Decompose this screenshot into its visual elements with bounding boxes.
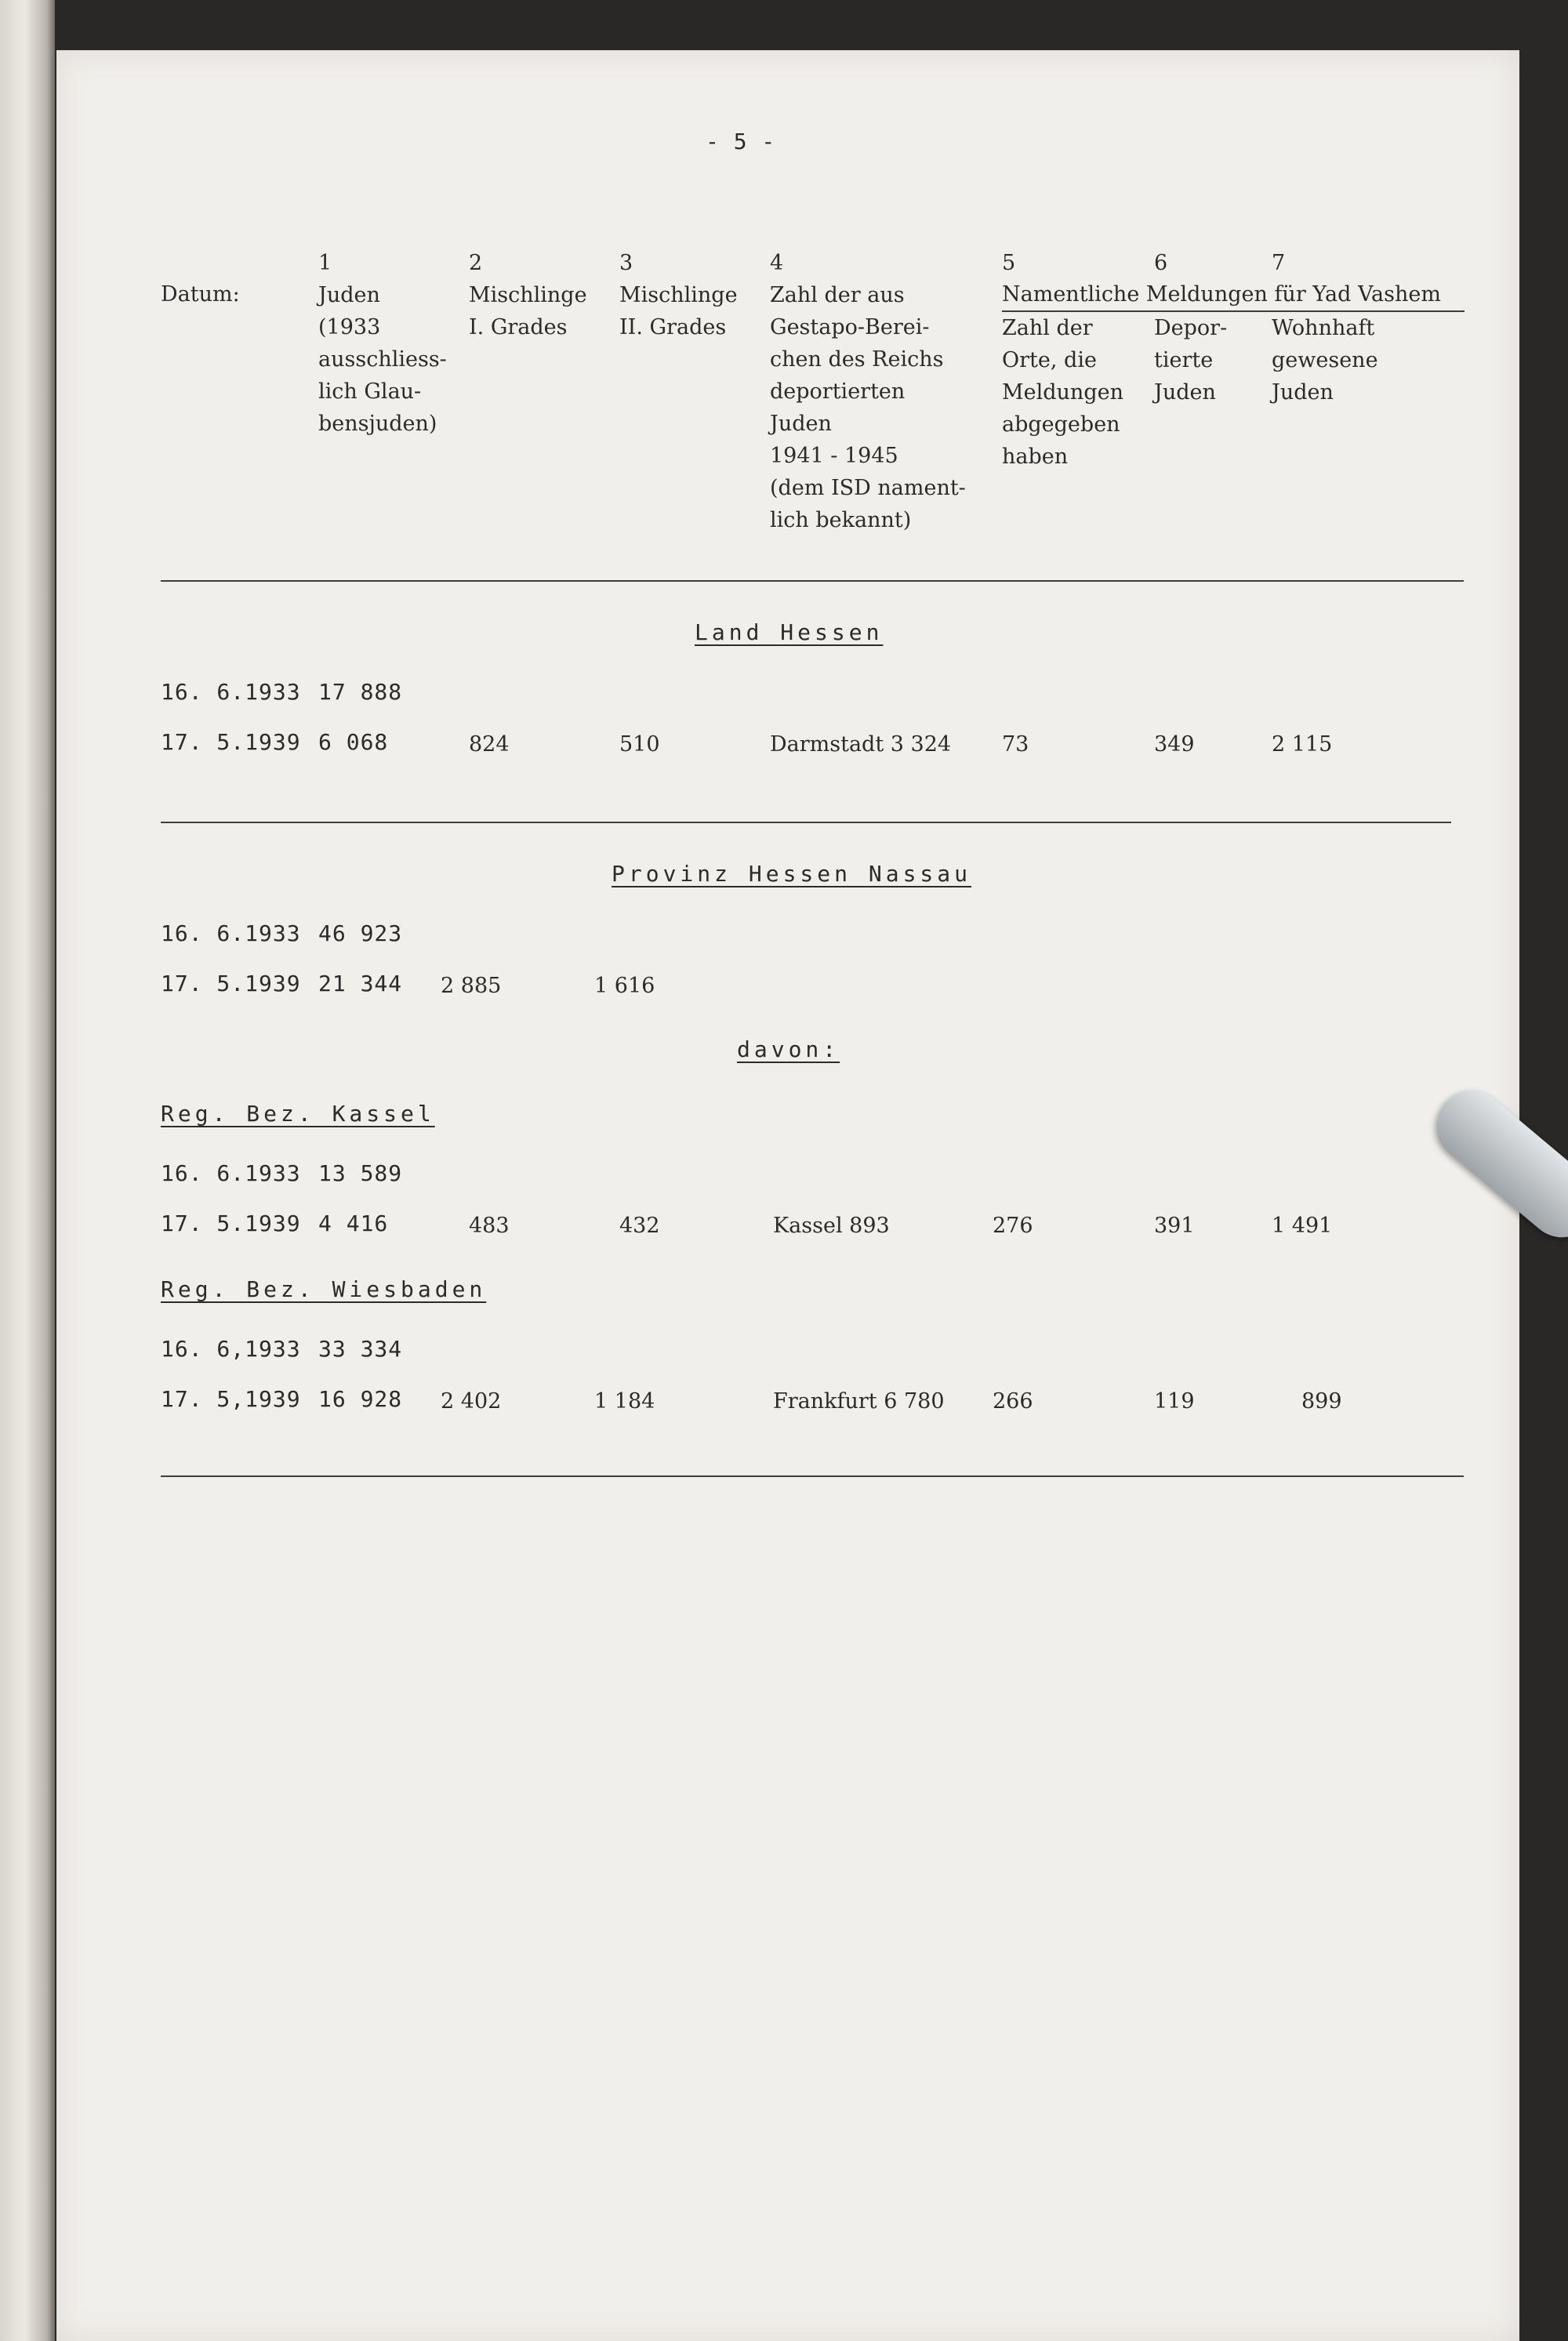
row-orte: 276 bbox=[993, 1214, 1033, 1238]
row-mischlinge-1: 824 bbox=[469, 732, 510, 757]
section-title-provinz: Provinz Hessen Nassau bbox=[612, 861, 972, 887]
row-juden: 4 416 bbox=[318, 1210, 389, 1236]
row-date: 16. 6.1933 bbox=[161, 1160, 301, 1186]
row-date: 16. 6,1933 bbox=[161, 1336, 301, 1362]
section-title-land-hessen: Land Hessen bbox=[695, 619, 884, 645]
closing-divider bbox=[161, 1475, 1464, 1477]
row-gestapo-deported: Darmstadt 3 324 bbox=[770, 732, 952, 757]
row-mischlinge-2: 510 bbox=[619, 732, 660, 757]
row-juden: 16 928 bbox=[318, 1386, 403, 1412]
row-wohnhaft: 899 bbox=[1301, 1389, 1342, 1414]
col1-header: Juden (1933 ausschliess- lich Glau- bensjuden) bbox=[318, 283, 447, 436]
row-juden: 13 589 bbox=[318, 1160, 403, 1186]
row-mischlinge-2: 1 616 bbox=[594, 974, 655, 998]
row-gestapo-deported: Frankfurt 6 780 bbox=[773, 1389, 945, 1414]
col3-header: Mischlinge II. Grades bbox=[619, 283, 738, 339]
row-mischlinge-2: 432 bbox=[619, 1214, 660, 1238]
row-wohnhaft: 1 491 bbox=[1272, 1214, 1333, 1238]
col-number-7: 7 bbox=[1272, 251, 1286, 275]
section-title-kassel: Reg. Bez. Kassel bbox=[161, 1101, 435, 1127]
col-number-2: 2 bbox=[469, 251, 483, 275]
row-orte: 73 bbox=[1002, 732, 1029, 757]
row-juden: 33 334 bbox=[318, 1336, 403, 1362]
row-juden: 17 888 bbox=[318, 679, 403, 705]
col6-header: Depor- tierte Juden bbox=[1154, 316, 1228, 405]
row-wohnhaft: 2 115 bbox=[1272, 732, 1333, 757]
section-divider bbox=[161, 822, 1451, 823]
col-number-5: 5 bbox=[1002, 251, 1016, 275]
row-orte: 266 bbox=[993, 1389, 1033, 1414]
datum-label: Datum: bbox=[161, 282, 240, 307]
col-number-1: 1 bbox=[318, 251, 332, 275]
section-title-wiesbaden: Reg. Bez. Wiesbaden bbox=[161, 1276, 487, 1302]
row-date: 17. 5.1939 bbox=[161, 729, 301, 755]
row-date: 17. 5,1939 bbox=[161, 1386, 301, 1412]
row-juden: 21 344 bbox=[318, 971, 403, 996]
davon-label: davon: bbox=[737, 1036, 840, 1062]
col5-header: Zahl der Orte, die Meldungen abgegeben haben bbox=[1002, 316, 1123, 469]
col2-header: Mischlinge I. Grades bbox=[469, 283, 587, 339]
row-mischlinge-2: 1 184 bbox=[594, 1389, 655, 1414]
yad-vashem-group-header: Namentliche Meldungen für Yad Vashem bbox=[1002, 279, 1465, 312]
row-juden: 46 923 bbox=[318, 920, 403, 946]
row-date: 17. 5.1939 bbox=[161, 1210, 301, 1236]
row-mischlinge-1: 2 402 bbox=[441, 1389, 502, 1414]
row-juden: 6 068 bbox=[318, 729, 389, 755]
col-number-6: 6 bbox=[1154, 251, 1168, 275]
document-page bbox=[56, 50, 1519, 2341]
col-number-3: 3 bbox=[619, 251, 633, 275]
row-date: 17. 5.1939 bbox=[161, 971, 301, 996]
col7-header: Wohnhaft gewesene Juden bbox=[1272, 316, 1378, 405]
row-mischlinge-1: 2 885 bbox=[441, 974, 502, 998]
header-divider bbox=[161, 580, 1464, 582]
row-date: 16. 6.1933 bbox=[161, 679, 301, 705]
col4-header: Zahl der aus Gestapo-Berei- chen des Reichs deportierten Juden 1941 - 1945 (dem ISD nament- lich bekannt) bbox=[770, 283, 966, 532]
page-number: - 5 - bbox=[706, 129, 776, 154]
row-deportierte: 349 bbox=[1154, 732, 1195, 757]
row-deportierte: 391 bbox=[1154, 1214, 1195, 1238]
book-binding-edge bbox=[0, 0, 55, 2341]
row-gestapo-deported: Kassel 893 bbox=[773, 1214, 890, 1238]
row-mischlinge-1: 483 bbox=[469, 1214, 510, 1238]
row-deportierte: 119 bbox=[1154, 1389, 1195, 1414]
col-number-4: 4 bbox=[770, 251, 784, 275]
row-date: 16. 6.1933 bbox=[161, 920, 301, 946]
